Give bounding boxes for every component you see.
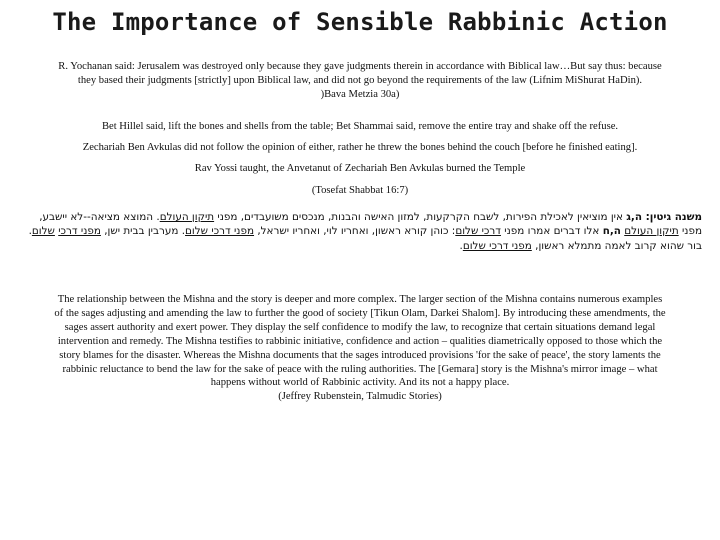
yochanan-citation: )Bava Metzia 30a) xyxy=(320,89,400,101)
tosefta-citation: (Tosefat Shabbat 16:7) xyxy=(311,185,409,196)
mishnah-shalom-word: שלום xyxy=(31,225,55,238)
mishnah-mipnei-darkei-2: מפני דרכי xyxy=(58,225,101,238)
commentary-citation: (Jeffrey Rubenstein, Talmudic Stories) xyxy=(278,391,442,403)
mishnah-text-5: . מערבין בבית ישן, xyxy=(104,225,186,238)
mishnah-text-2: . המוצא מציאה--לא יישבע, מפני xyxy=(39,211,702,238)
mishnah-text-4: : כוהן קורא ראשון, ואחריו לוי, ואחריו ישראל, xyxy=(257,225,456,238)
yochanan-line-2: they based their judgments [strictly] upon Biblical law, and did not go beyond the requirements of the law (Lifnim MiShurat HaDin). xyxy=(77,75,643,87)
zechariah-quote: Zechariah Ben Avkulas did not follow the opinion of either, rather he threw the bones behind the couch [before he finished eating]. xyxy=(82,142,638,153)
mishnah-text-1: אין מוציאין לאכילת הפירות, לשבח הקרקעות, למזון האישה והבנות, מנכסים משועבדים, מפני xyxy=(217,211,623,223)
mishnah-hebrew-text xyxy=(18,210,702,253)
hillel-quote: Bet Hillel said, lift the bones and shells from the table; Bet Shammai said, remove the entire tray and shake off the refuse. xyxy=(101,121,619,132)
commentary-line: sages assert authority and exert power. They display the self confidence to modify the law, to recognize that certain situations demand legal xyxy=(64,321,656,333)
commentary-line: story blames for the disaster. Whereas the Mishna documents that the sages introduced provisions 'for the sake of peace', the story laments the xyxy=(59,349,661,361)
commentary-line: of the sages adjusting and amending the law to further the good of society [Tikun Olam, Darkei Shalom]. By introducing these amendments, the xyxy=(54,307,666,319)
commentary-line: intervention and remedy. The Mishna testifies to rabbinic initiative, confidence and action – qualities diametrically opposed to those which the xyxy=(57,335,663,347)
commentary-paragraph xyxy=(4,293,716,404)
mishnah-label: משנה גיטין: ה,ג xyxy=(626,211,702,223)
commentary-line: rabbinic reluctance to bend the law for the sake of peace with the ruling authorities. The [Gemara] story is the Mishna's mirror image – what xyxy=(62,363,658,375)
mishnah-text-7: . xyxy=(459,239,463,252)
mishnah-tikkun-2: תיקון העולם xyxy=(624,225,679,238)
mishnah-text-6: . בור שהוא קרוב לאמה מתמלא ראשון, xyxy=(28,225,702,252)
rav-yossi-quote: Rav Yossi taught, the Anvetanut of Zechariah Ben Avkulas burned the Temple xyxy=(194,163,526,174)
mishnah-ref-2: ה,ח xyxy=(602,225,621,238)
yochanan-line-1: R. Yochanan said: Jerusalem was destroyed only because they gave judgments therein in accordance with Biblical law…But say thus: because xyxy=(58,61,662,72)
mishnah-text-3: אלו דברים אמרו מפני xyxy=(504,225,600,238)
mishnah-mipnei-darkei-3: מפני דרכי שלום xyxy=(462,239,532,252)
mishnah-tikkun-1: תיקון העולם xyxy=(159,211,215,223)
page-title: The Importance of Sensible Rabbinic Action xyxy=(52,8,668,36)
mishnah-darkei-1: דרכי שלום xyxy=(455,225,501,238)
mishnah-mipnei-darkei-1: מפני דרכי שלום xyxy=(185,225,255,238)
yochanan-quote xyxy=(10,60,710,103)
commentary-line: The relationship between the Mishna and the story is deeper and more complex. The larger section of the Mishna contains numerous examples xyxy=(57,294,663,305)
commentary-line: happens without world of Rabbinic activity. And its not a happy place. xyxy=(210,377,510,389)
